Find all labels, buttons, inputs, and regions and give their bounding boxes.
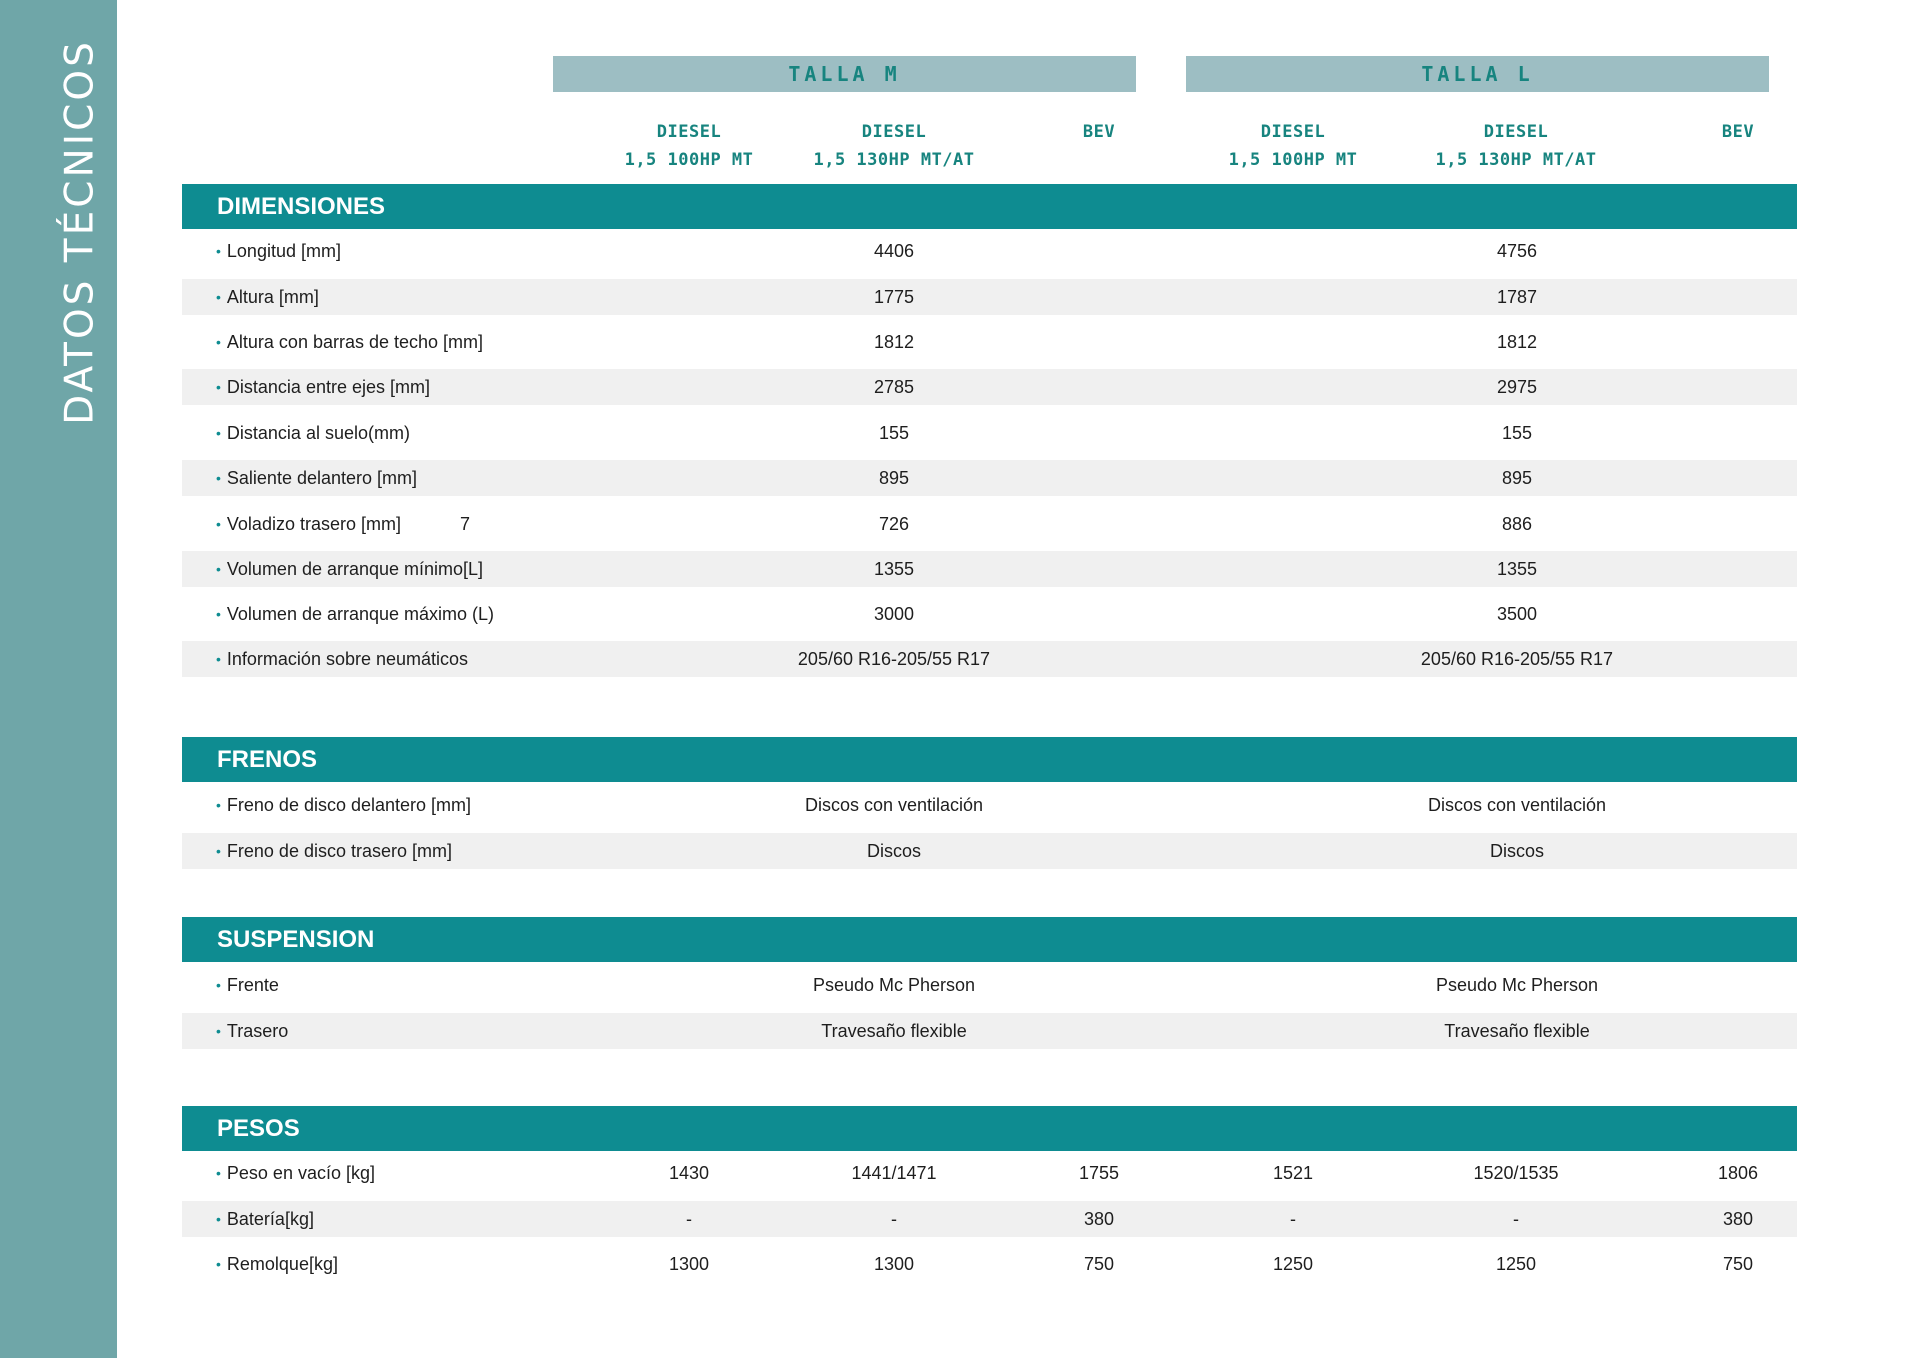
row-label-text: Información sobre neumáticos [226, 648, 469, 669]
row-label [216, 641, 468, 677]
value-diesel-100-l: 1250 [1272, 1253, 1314, 1274]
value-bev-l: 750 [1722, 1253, 1754, 1274]
row-label-text: Saliente delantero [mm] [226, 467, 418, 488]
column-header [1193, 118, 1393, 174]
row-label-text: Frente [226, 974, 279, 995]
column-header-line1: DIESEL [1260, 122, 1326, 142]
row-label [216, 1013, 288, 1049]
column-header-line2: 1,5 100HP MT [624, 150, 754, 170]
bullet-icon: • [216, 977, 221, 993]
value-talla-l: 1812 [1496, 331, 1538, 352]
bullet-icon: • [216, 1211, 221, 1227]
value-talla-l: 886 [1501, 513, 1533, 534]
table-row [182, 1155, 1797, 1191]
table-row [182, 1013, 1797, 1049]
value-talla-l: Discos con ventilación [1427, 794, 1607, 815]
row-label-text: Distancia al suelo(mm) [226, 422, 410, 443]
value-talla-l: 155 [1501, 422, 1533, 443]
row-label-text: Batería[kg] [226, 1208, 314, 1229]
bullet-icon: • [216, 651, 221, 667]
value-talla-m: 1775 [873, 286, 915, 307]
column-header-line2: 1,5 130HP MT/AT [813, 150, 975, 170]
value-talla-l: 1787 [1496, 286, 1538, 307]
row-note: 7 [460, 513, 471, 534]
row-label [216, 324, 483, 360]
column-header [794, 118, 994, 174]
table-row [182, 506, 1797, 542]
value-talla-l: 895 [1501, 467, 1533, 488]
column-header-line1: BEV [1082, 122, 1116, 142]
value-talla-m: 155 [878, 422, 910, 443]
table-row [182, 833, 1797, 869]
value-talla-m: Discos con ventilación [804, 794, 984, 815]
row-label [216, 233, 341, 269]
row-label-text: Volumen de arranque máximo (L) [226, 603, 495, 624]
section-header-pesos: PESOS [182, 1106, 1797, 1151]
bullet-icon: • [216, 1165, 221, 1181]
row-label-text: Altura con barras de techo [mm] [226, 331, 484, 352]
row-label [216, 967, 279, 1003]
bullet-icon: • [216, 606, 221, 622]
table-row [182, 551, 1797, 587]
column-header [589, 118, 789, 174]
value-diesel-100-m: 1300 [668, 1253, 710, 1274]
row-label [216, 415, 410, 451]
value-talla-m: 3000 [873, 603, 915, 624]
value-talla-m: Discos [866, 840, 921, 861]
row-label [216, 506, 401, 542]
table-row [182, 324, 1797, 360]
value-diesel-100-l: - [1290, 1208, 1296, 1229]
row-label [216, 369, 430, 405]
bullet-icon: • [216, 1023, 221, 1039]
size-m-header: TALLA M [553, 56, 1136, 92]
value-talla-m: 2785 [873, 376, 915, 397]
row-label-text: Peso en vacío [kg] [226, 1162, 375, 1183]
table-row [182, 641, 1797, 677]
bullet-icon: • [216, 470, 221, 486]
column-header [1638, 118, 1838, 146]
bullet-icon: • [216, 516, 221, 532]
value-talla-m: Travesaño flexible [821, 1020, 967, 1041]
value-talla-m: 4406 [873, 240, 915, 261]
value-talla-l: 2975 [1496, 376, 1538, 397]
column-header [1416, 118, 1616, 174]
bullet-icon: • [216, 289, 221, 305]
row-label-text: Distancia entre ejes [mm] [226, 376, 430, 397]
table-row [182, 279, 1797, 315]
value-talla-m: 1355 [873, 558, 915, 579]
row-label [216, 279, 319, 315]
column-header-line1: DIESEL [861, 122, 927, 142]
table-row [182, 369, 1797, 405]
value-diesel-130-l: - [1513, 1208, 1519, 1229]
row-label [216, 596, 494, 632]
value-bev-m: 380 [1083, 1208, 1115, 1229]
value-talla-m: Pseudo Mc Pherson [812, 974, 976, 995]
bullet-icon: • [216, 425, 221, 441]
value-talla-m: 895 [878, 467, 910, 488]
bullet-icon: • [216, 797, 221, 813]
column-header-line2: 1,5 100HP MT [1228, 150, 1358, 170]
row-label [216, 1201, 314, 1237]
value-diesel-100-l: 1521 [1272, 1162, 1314, 1183]
row-label [216, 460, 417, 496]
table-row [182, 1201, 1797, 1237]
value-talla-l: Discos [1489, 840, 1544, 861]
row-label-text: Trasero [226, 1020, 289, 1041]
value-bev-l: 380 [1722, 1208, 1754, 1229]
value-talla-l: 3500 [1496, 603, 1538, 624]
table-row [182, 233, 1797, 269]
value-talla-l: 4756 [1496, 240, 1538, 261]
row-label [216, 1246, 338, 1282]
bullet-icon: • [216, 243, 221, 259]
value-bev-m: 750 [1083, 1253, 1115, 1274]
row-label-text: Voladizo trasero [mm] [226, 513, 401, 534]
row-label-text: Volumen de arranque mínimo[L] [226, 558, 484, 579]
row-label-text: Freno de disco trasero [mm] [226, 840, 452, 861]
bullet-icon: • [216, 843, 221, 859]
value-diesel-130-l: 1250 [1495, 1253, 1537, 1274]
value-diesel-130-m: - [891, 1208, 897, 1229]
column-header-line1: BEV [1721, 122, 1755, 142]
bullet-icon: • [216, 379, 221, 395]
row-label-text: Remolque[kg] [226, 1253, 338, 1274]
value-bev-l: 1806 [1717, 1162, 1759, 1183]
section-header-suspension: SUSPENSION [182, 917, 1797, 962]
table-row [182, 1246, 1797, 1282]
value-talla-l: Pseudo Mc Pherson [1435, 974, 1599, 995]
bullet-icon: • [216, 1256, 221, 1272]
table-row [182, 967, 1797, 1003]
value-diesel-130-l: 1520/1535 [1473, 1162, 1559, 1183]
column-header-line2: 1,5 130HP MT/AT [1435, 150, 1597, 170]
row-label-text: Freno de disco delantero [mm] [226, 794, 472, 815]
value-diesel-100-m: 1430 [668, 1162, 710, 1183]
bullet-icon: • [216, 561, 221, 577]
section-header-dimensiones: DIMENSIONES [182, 184, 1797, 229]
column-header-line1: DIESEL [1483, 122, 1549, 142]
value-talla-l: Travesaño flexible [1444, 1020, 1590, 1041]
value-diesel-130-m: 1300 [873, 1253, 915, 1274]
table-row [182, 596, 1797, 632]
value-talla-m: 205/60 R16-205/55 R17 [797, 648, 991, 669]
value-bev-m: 1755 [1078, 1162, 1120, 1183]
value-talla-l: 205/60 R16-205/55 R17 [1420, 648, 1614, 669]
table-row [182, 415, 1797, 451]
value-diesel-100-m: - [686, 1208, 692, 1229]
table-row [182, 460, 1797, 496]
row-label [216, 1155, 375, 1191]
column-header [999, 118, 1199, 146]
section-header-frenos: FRENOS [182, 737, 1797, 782]
side-title: DATOS TÉCNICOS [57, 39, 103, 425]
value-diesel-130-m: 1441/1471 [851, 1162, 937, 1183]
value-talla-m: 726 [878, 513, 910, 534]
size-l-header: TALLA L [1186, 56, 1769, 92]
value-talla-l: 1355 [1496, 558, 1538, 579]
row-label-text: Altura [mm] [226, 286, 319, 307]
row-label [216, 551, 483, 587]
column-header-line1: DIESEL [656, 122, 722, 142]
bullet-icon: • [216, 334, 221, 350]
row-label [216, 787, 471, 823]
row-label [216, 833, 452, 869]
value-talla-m: 1812 [873, 331, 915, 352]
table-row [182, 787, 1797, 823]
row-label-text: Longitud [mm] [226, 240, 341, 261]
